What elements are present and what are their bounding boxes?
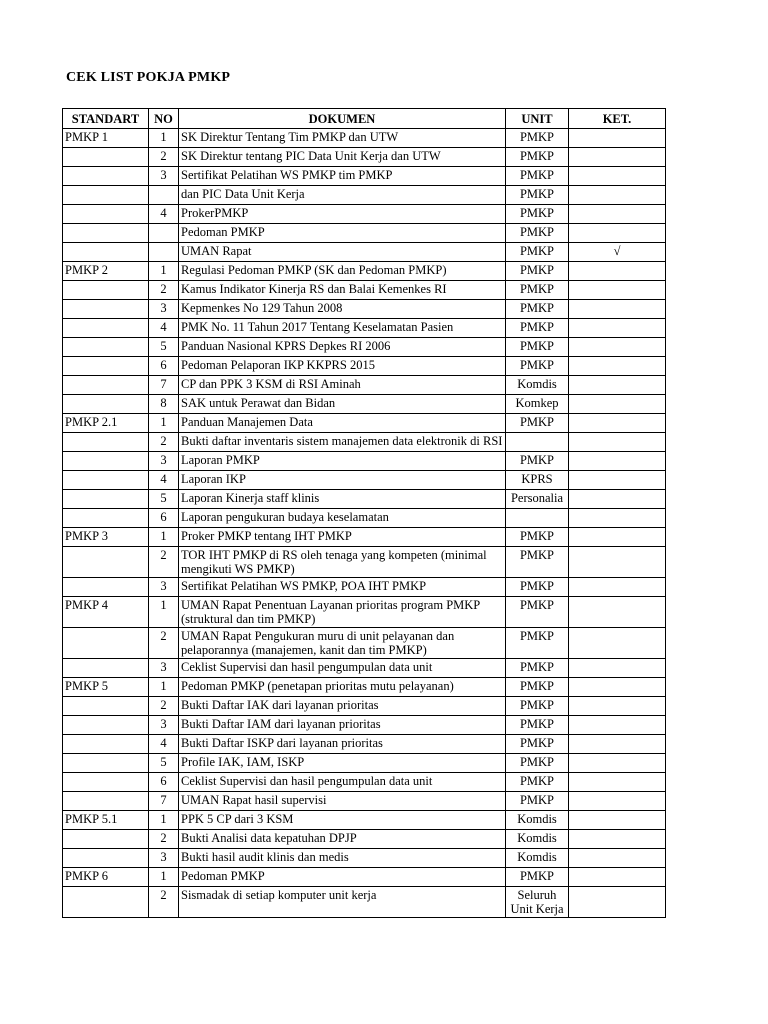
- cell-ket: [569, 754, 666, 773]
- cell-ket: [569, 452, 666, 471]
- table-row: [63, 319, 666, 338]
- table-row: [63, 509, 666, 528]
- cell-dokumen: Bukti Daftar IAM dari layanan prioritas: [179, 716, 506, 735]
- cell-standart: [63, 395, 149, 414]
- cell-standart: [63, 243, 149, 262]
- cell-no: 1: [149, 262, 179, 281]
- table-row: [63, 830, 666, 849]
- cell-ket: [569, 735, 666, 754]
- cell-no: 3: [149, 849, 179, 868]
- cell-no: 2: [149, 697, 179, 716]
- cell-unit: Komdis: [506, 376, 569, 395]
- cell-unit: PMKP: [506, 735, 569, 754]
- cell-dokumen: Pedoman Pelaporan IKP KKPRS 2015: [179, 357, 506, 376]
- cell-no: 3: [149, 167, 179, 186]
- table-row: [63, 597, 666, 628]
- table-row: [63, 205, 666, 224]
- table-row: [63, 490, 666, 509]
- header-no: NO: [149, 109, 179, 129]
- cell-ket: [569, 205, 666, 224]
- cell-no: 2: [149, 433, 179, 452]
- cell-standart: [63, 357, 149, 376]
- cell-dokumen: Panduan Manajemen Data: [179, 414, 506, 433]
- table-row: [63, 754, 666, 773]
- table-row: [63, 224, 666, 243]
- cell-no: 2: [149, 281, 179, 300]
- table-row: [63, 578, 666, 597]
- cell-standart: [63, 659, 149, 678]
- cell-dokumen: Pedoman PMKP (penetapan prioritas mutu pelayanan): [179, 678, 506, 697]
- cell-ket: [569, 792, 666, 811]
- table-row: [63, 262, 666, 281]
- cell-no: 3: [149, 452, 179, 471]
- cell-unit: Seluruh Unit Kerja: [506, 887, 569, 918]
- cell-dokumen: Laporan Kinerja staff klinis: [179, 490, 506, 509]
- cell-standart: [63, 281, 149, 300]
- cell-no: 4: [149, 319, 179, 338]
- table-row: [63, 300, 666, 319]
- table-row: [63, 528, 666, 547]
- cell-unit: PMKP: [506, 262, 569, 281]
- cell-unit: PMKP: [506, 243, 569, 262]
- cell-ket: [569, 678, 666, 697]
- header-unit: UNIT: [506, 109, 569, 129]
- cell-dokumen: Bukti Daftar IAK dari layanan prioritas: [179, 697, 506, 716]
- cell-unit: PMKP: [506, 547, 569, 578]
- cell-unit: PMKP: [506, 414, 569, 433]
- table-row: [63, 659, 666, 678]
- table-row: [63, 547, 666, 578]
- cell-unit: [506, 433, 569, 452]
- cell-dokumen: Regulasi Pedoman PMKP (SK dan Pedoman PMKP): [179, 262, 506, 281]
- cell-unit: PMKP: [506, 678, 569, 697]
- cell-ket: [569, 167, 666, 186]
- cell-no: 1: [149, 678, 179, 697]
- cell-dokumen: Kepmenkes No 129 Tahun 2008: [179, 300, 506, 319]
- cell-unit: Komdis: [506, 849, 569, 868]
- table-row: [63, 792, 666, 811]
- cell-dokumen: CP dan PPK 3 KSM di RSI Aminah: [179, 376, 506, 395]
- cell-unit: PMKP: [506, 578, 569, 597]
- cell-unit: PMKP: [506, 205, 569, 224]
- table-row: [63, 281, 666, 300]
- cell-unit: PMKP: [506, 167, 569, 186]
- cell-unit: PMKP: [506, 628, 569, 659]
- cell-no: 8: [149, 395, 179, 414]
- cell-unit: PMKP: [506, 148, 569, 167]
- cell-standart: [63, 452, 149, 471]
- cell-standart: [63, 697, 149, 716]
- cell-no: 5: [149, 338, 179, 357]
- cell-ket: [569, 224, 666, 243]
- cell-standart: [63, 186, 149, 205]
- header-standart: STANDART: [63, 109, 149, 129]
- cell-dokumen: Bukti daftar inventaris sistem manajemen data elektronik di RSI: [179, 433, 506, 452]
- cell-no: 2: [149, 547, 179, 578]
- cell-dokumen: SAK untuk Perawat dan Bidan: [179, 395, 506, 414]
- cell-dokumen: Laporan PMKP: [179, 452, 506, 471]
- cell-no: 2: [149, 628, 179, 659]
- table-row: [63, 167, 666, 186]
- cell-no: 5: [149, 490, 179, 509]
- cell-no: 2: [149, 887, 179, 918]
- cell-unit: PMKP: [506, 792, 569, 811]
- table-row: [63, 678, 666, 697]
- cell-ket: [569, 547, 666, 578]
- table-row: [63, 811, 666, 830]
- cell-dokumen: Panduan Nasional KPRS Depkes RI 2006: [179, 338, 506, 357]
- cell-unit: Komkep: [506, 395, 569, 414]
- cell-dokumen: Ceklist Supervisi dan hasil pengumpulan data unit: [179, 659, 506, 678]
- cell-ket: [569, 357, 666, 376]
- cell-dokumen: UMAN Rapat hasil supervisi: [179, 792, 506, 811]
- cell-no: 6: [149, 509, 179, 528]
- cell-dokumen: Bukti hasil audit klinis dan medis: [179, 849, 506, 868]
- cell-no: 1: [149, 597, 179, 628]
- cell-standart: [63, 849, 149, 868]
- cell-ket: [569, 129, 666, 148]
- cell-ket: [569, 716, 666, 735]
- cell-unit: PMKP: [506, 224, 569, 243]
- cell-unit: PMKP: [506, 129, 569, 148]
- cell-standart: [63, 319, 149, 338]
- table-row: [63, 716, 666, 735]
- cell-unit: PMKP: [506, 357, 569, 376]
- cell-ket: [569, 186, 666, 205]
- cell-ket: [569, 528, 666, 547]
- cell-unit: PMKP: [506, 300, 569, 319]
- cell-no: 4: [149, 205, 179, 224]
- cell-no: [149, 186, 179, 205]
- cell-standart: [63, 716, 149, 735]
- cell-no: 1: [149, 414, 179, 433]
- cell-unit: PMKP: [506, 597, 569, 628]
- cell-unit: Komdis: [506, 830, 569, 849]
- cell-standart: [63, 773, 149, 792]
- table-row: [63, 452, 666, 471]
- cell-ket: [569, 338, 666, 357]
- table-row: [63, 773, 666, 792]
- cell-ket: [569, 319, 666, 338]
- cell-no: 7: [149, 792, 179, 811]
- cell-ket: [569, 300, 666, 319]
- table-row: [63, 849, 666, 868]
- header-dokumen: DOKUMEN: [179, 109, 506, 129]
- cell-ket: √: [569, 243, 666, 262]
- table-row: [63, 395, 666, 414]
- table-body: [63, 129, 666, 918]
- cell-no: [149, 224, 179, 243]
- table-row: [63, 697, 666, 716]
- document-title: CEK LIST POKJA PMKP: [66, 70, 231, 85]
- cell-ket: [569, 148, 666, 167]
- cell-unit: Komdis: [506, 811, 569, 830]
- cell-unit: PMKP: [506, 186, 569, 205]
- cell-dokumen: UMAN Rapat: [179, 243, 506, 262]
- cell-dokumen: dan PIC Data Unit Kerja: [179, 186, 506, 205]
- cell-standart: [63, 300, 149, 319]
- cell-no: 4: [149, 471, 179, 490]
- cell-ket: [569, 376, 666, 395]
- cell-dokumen: SK Direktur tentang PIC Data Unit Kerja dan UTW: [179, 148, 506, 167]
- cell-no: 3: [149, 659, 179, 678]
- cell-standart: [63, 547, 149, 578]
- cell-standart: [63, 167, 149, 186]
- cell-standart: [63, 205, 149, 224]
- cell-dokumen: Laporan pengukuran budaya keselamatan: [179, 509, 506, 528]
- cell-standart: PMKP 1: [63, 129, 149, 148]
- table-row: [63, 887, 666, 918]
- cell-standart: [63, 490, 149, 509]
- cell-standart: [63, 471, 149, 490]
- cell-ket: [569, 887, 666, 918]
- cell-dokumen: Bukti Daftar ISKP dari layanan prioritas: [179, 735, 506, 754]
- cell-unit: PMKP: [506, 754, 569, 773]
- table-row: [63, 376, 666, 395]
- cell-no: 3: [149, 300, 179, 319]
- cell-no: [149, 243, 179, 262]
- cell-dokumen: ProkerPMKP: [179, 205, 506, 224]
- cell-ket: [569, 395, 666, 414]
- cell-dokumen: TOR IHT PMKP di RS oleh tenaga yang kompeten (minimal mengikuti WS PMKP): [179, 547, 506, 578]
- cell-standart: [63, 148, 149, 167]
- cell-no: 1: [149, 129, 179, 148]
- cell-ket: [569, 597, 666, 628]
- table-row: [63, 628, 666, 659]
- cell-dokumen: PMK No. 11 Tahun 2017 Tentang Keselamatan Pasien: [179, 319, 506, 338]
- cell-ket: [569, 773, 666, 792]
- cell-no: 3: [149, 716, 179, 735]
- cell-no: 7: [149, 376, 179, 395]
- cell-unit: KPRS: [506, 471, 569, 490]
- cell-standart: [63, 578, 149, 597]
- cell-no: 6: [149, 773, 179, 792]
- cell-no: 3: [149, 578, 179, 597]
- cell-unit: PMKP: [506, 659, 569, 678]
- cell-unit: [506, 509, 569, 528]
- cell-standart: [63, 792, 149, 811]
- cell-standart: PMKP 3: [63, 528, 149, 547]
- cell-standart: [63, 830, 149, 849]
- cell-ket: [569, 811, 666, 830]
- cell-no: 2: [149, 830, 179, 849]
- cell-unit: PMKP: [506, 868, 569, 887]
- checklist-table: [62, 108, 666, 918]
- cell-dokumen: UMAN Rapat Pengukuran muru di unit pelayanan dan pelaporannya (manajemen, kanit dan tim PMKP): [179, 628, 506, 659]
- cell-dokumen: Profile IAK, IAM, ISKP: [179, 754, 506, 773]
- table-row: [63, 148, 666, 167]
- cell-dokumen: SK Direktur Tentang Tim PMKP dan UTW: [179, 129, 506, 148]
- cell-unit: PMKP: [506, 338, 569, 357]
- cell-dokumen: Pedoman PMKP: [179, 868, 506, 887]
- cell-standart: [63, 754, 149, 773]
- cell-dokumen: Sismadak di setiap komputer unit kerja: [179, 887, 506, 918]
- cell-standart: PMKP 2: [63, 262, 149, 281]
- cell-dokumen: Ceklist Supervisi dan hasil pengumpulan data unit: [179, 773, 506, 792]
- cell-standart: PMKP 5.1: [63, 811, 149, 830]
- cell-ket: [569, 830, 666, 849]
- cell-unit: PMKP: [506, 528, 569, 547]
- table-row: [63, 471, 666, 490]
- table-row: [63, 129, 666, 148]
- cell-ket: [569, 414, 666, 433]
- cell-no: 4: [149, 735, 179, 754]
- cell-standart: PMKP 4: [63, 597, 149, 628]
- cell-standart: PMKP 6: [63, 868, 149, 887]
- cell-standart: [63, 887, 149, 918]
- cell-ket: [569, 490, 666, 509]
- cell-ket: [569, 433, 666, 452]
- table-header-row: [63, 109, 666, 129]
- table-row: [63, 868, 666, 887]
- cell-dokumen: Sertifikat Pelatihan WS PMKP tim PMKP: [179, 167, 506, 186]
- cell-unit: PMKP: [506, 773, 569, 792]
- table-row: [63, 338, 666, 357]
- cell-ket: [569, 849, 666, 868]
- cell-unit: Personalia: [506, 490, 569, 509]
- cell-unit: PMKP: [506, 281, 569, 300]
- table-row: [63, 433, 666, 452]
- cell-unit: PMKP: [506, 452, 569, 471]
- cell-standart: [63, 376, 149, 395]
- cell-standart: [63, 735, 149, 754]
- cell-dokumen: Proker PMKP tentang IHT PMKP: [179, 528, 506, 547]
- table-row: [63, 186, 666, 205]
- cell-dokumen: Pedoman PMKP: [179, 224, 506, 243]
- cell-no: 6: [149, 357, 179, 376]
- cell-no: 2: [149, 148, 179, 167]
- cell-dokumen: Sertifikat Pelatihan WS PMKP, POA IHT PMKP: [179, 578, 506, 597]
- cell-ket: [569, 262, 666, 281]
- cell-unit: PMKP: [506, 716, 569, 735]
- cell-dokumen: Laporan IKP: [179, 471, 506, 490]
- cell-standart: [63, 433, 149, 452]
- cell-unit: PMKP: [506, 319, 569, 338]
- cell-standart: PMKP 5: [63, 678, 149, 697]
- cell-no: 5: [149, 754, 179, 773]
- cell-standart: [63, 628, 149, 659]
- cell-standart: [63, 224, 149, 243]
- cell-no: 1: [149, 868, 179, 887]
- cell-ket: [569, 697, 666, 716]
- cell-ket: [569, 628, 666, 659]
- cell-dokumen: PPK 5 CP dari 3 KSM: [179, 811, 506, 830]
- cell-ket: [569, 281, 666, 300]
- table-row: [63, 243, 666, 262]
- cell-standart: PMKP 2.1: [63, 414, 149, 433]
- cell-ket: [569, 659, 666, 678]
- cell-no: 1: [149, 811, 179, 830]
- table-row: [63, 357, 666, 376]
- cell-standart: [63, 338, 149, 357]
- cell-unit: PMKP: [506, 697, 569, 716]
- cell-dokumen: Kamus Indikator Kinerja RS dan Balai Kemenkes RI: [179, 281, 506, 300]
- cell-ket: [569, 578, 666, 597]
- cell-dokumen: UMAN Rapat Penentuan Layanan prioritas program PMKP (struktural dan tim PMKP): [179, 597, 506, 628]
- cell-standart: [63, 509, 149, 528]
- header-ket: KET.: [569, 109, 666, 129]
- table-row: [63, 735, 666, 754]
- cell-ket: [569, 509, 666, 528]
- cell-ket: [569, 471, 666, 490]
- cell-dokumen: Bukti Analisi data kepatuhan DPJP: [179, 830, 506, 849]
- cell-no: 1: [149, 528, 179, 547]
- table-row: [63, 414, 666, 433]
- cell-ket: [569, 868, 666, 887]
